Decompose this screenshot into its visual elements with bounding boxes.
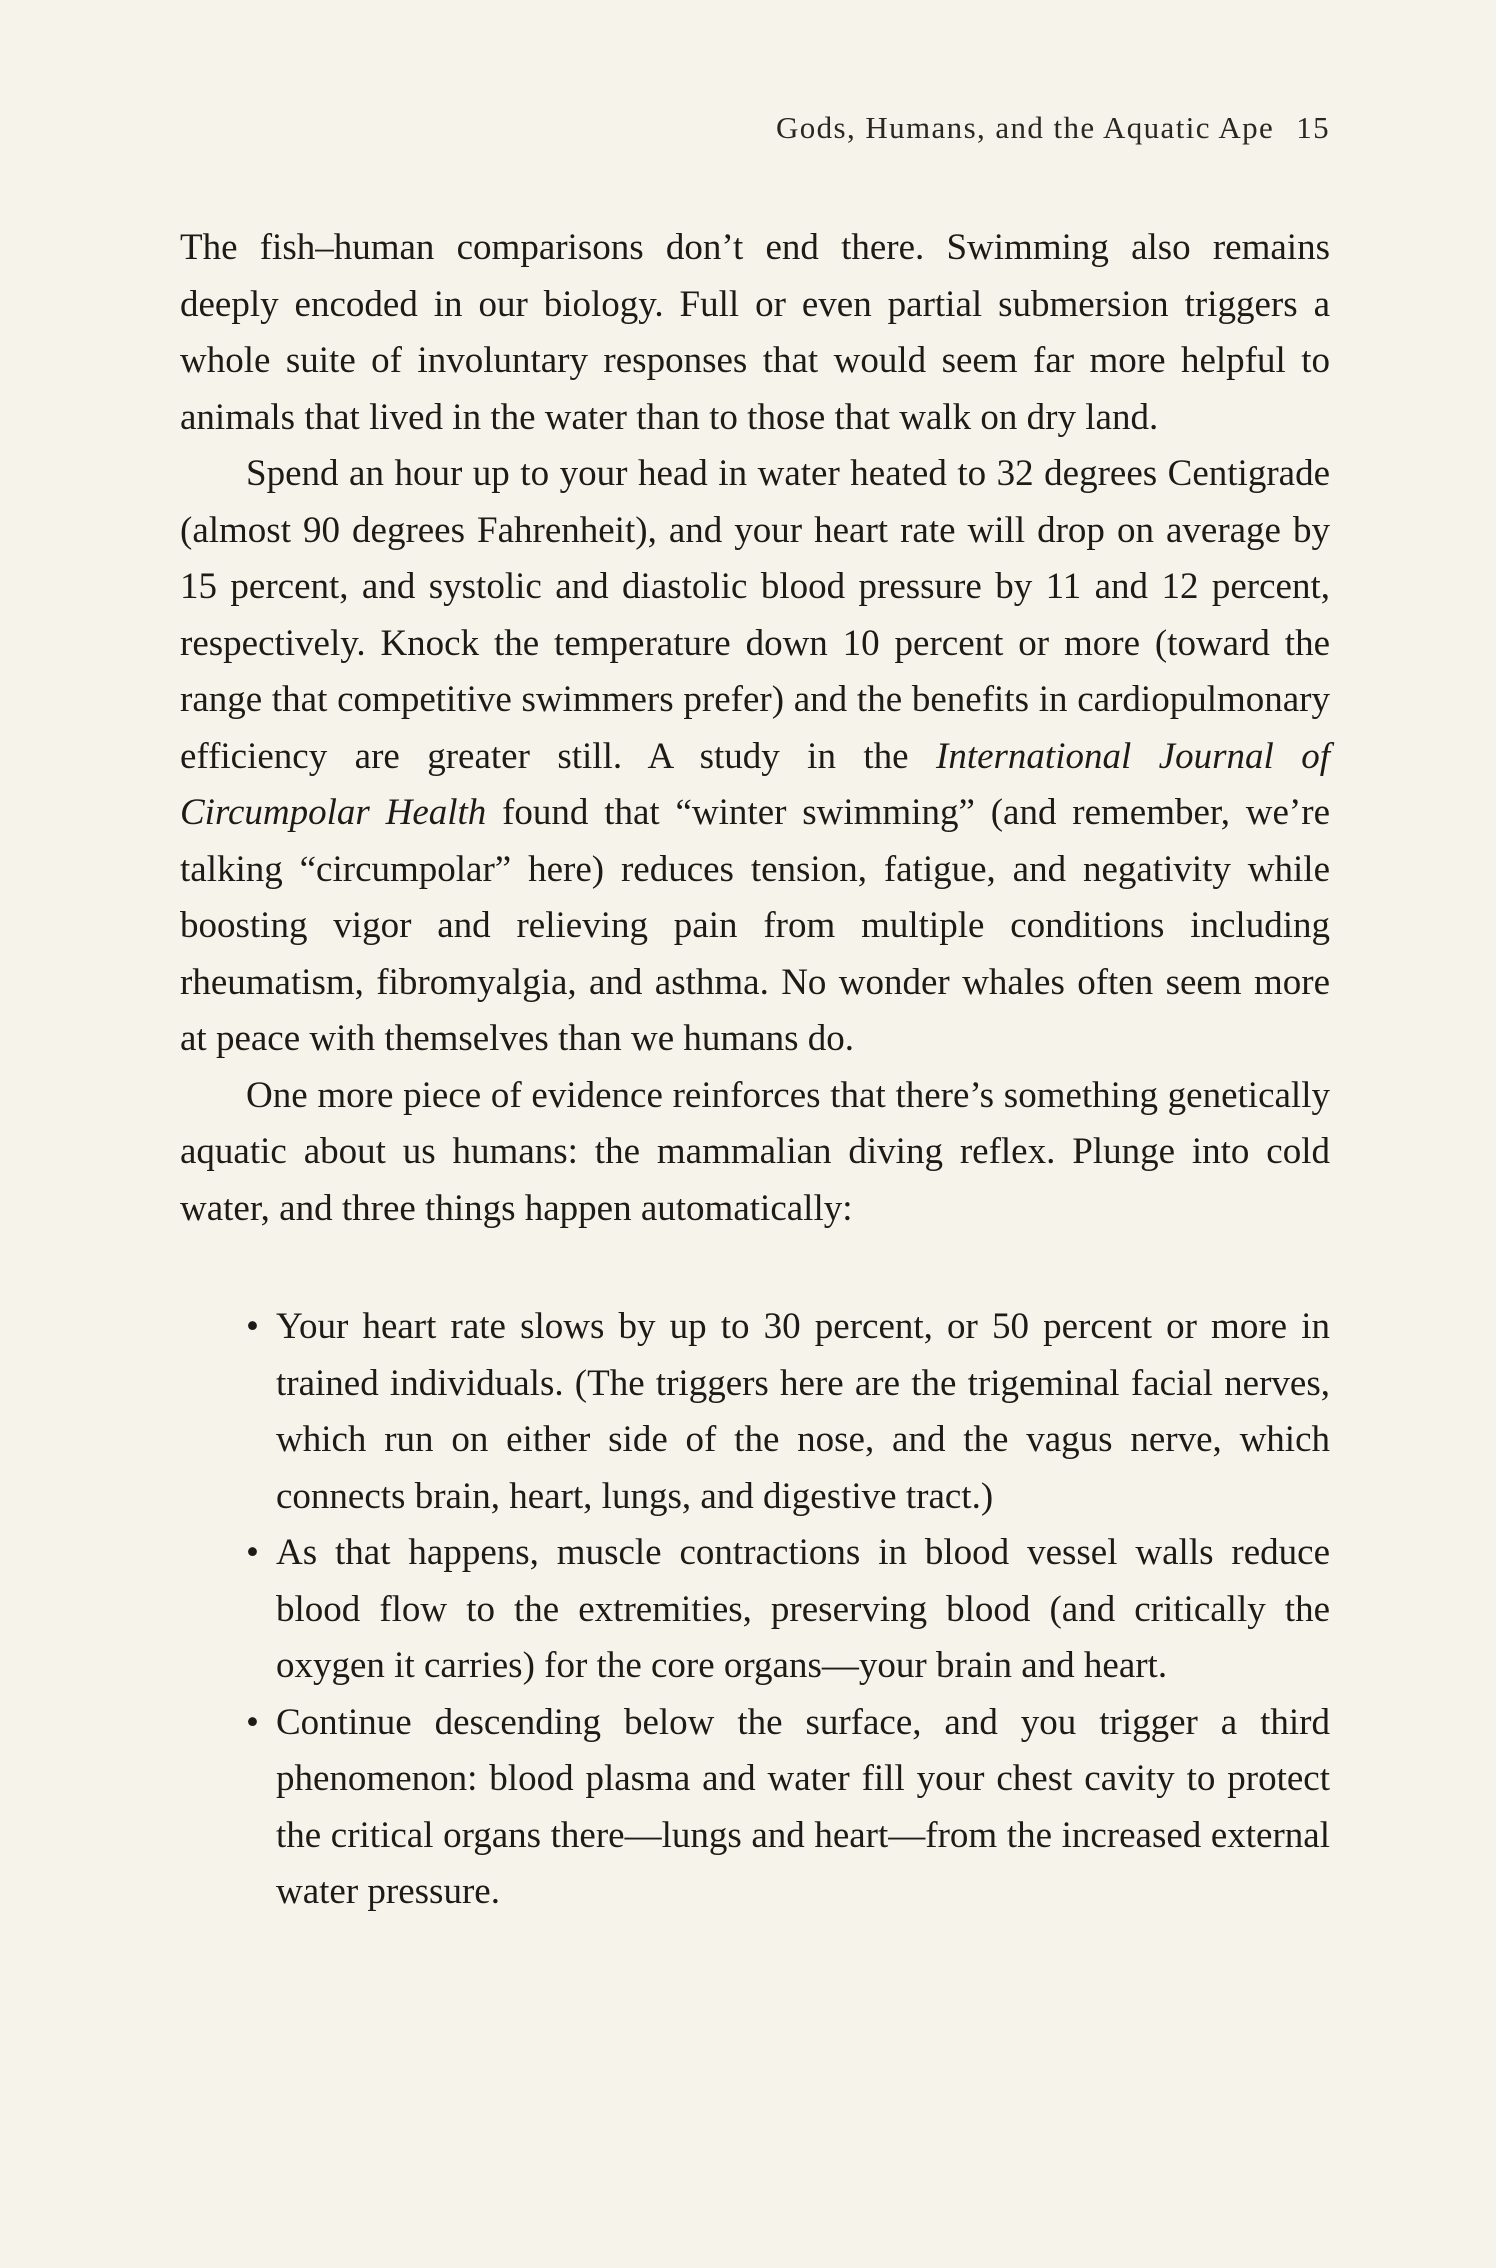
running-head-title: Gods, Humans, and the Aquatic Ape — [775, 110, 1275, 145]
page-number: 15 — [1296, 110, 1330, 145]
paragraph-immersion-study-text-2: found that “winter swimming” (and remember, we’re talking “circumpolar” here) reduces tension, fatigue, and negativity while boosting vigor and relieving pain from multiple conditions including rheumatism, fibromyalgia, and asthma. No wonder whales often seem more at peace with themselves than we humans do. — [180, 792, 1330, 1059]
list-item — [246, 1299, 1330, 1525]
paragraph-diving-reflex: One more piece of evidence reinforces that there’s something genetically aquatic about us humans: the mammalian diving reflex. Plunge into cold water, and three things happen automatically: — [180, 1074, 1330, 1229]
journal-title: International Journal of Circumpolar Health — [180, 735, 1330, 833]
list-item — [246, 1525, 1330, 1695]
list-item-text: As that happens, muscle contractions in blood vessel walls reduce blood flow to the extremities, preserving blood (and critically the oxygen it carries) for the core organs—your brain and heart. — [276, 1532, 1330, 1686]
bullet-icon: • — [246, 1306, 259, 1347]
paragraph-fish-human: The fish–human comparisons don’t end there. Swimming also remains deeply encoded in our biology. Full or even partial submersion triggers a whole suite of involuntary responses that would seem far more helpful to animals that lived in the water than to those that walk on dry land. — [180, 227, 1330, 438]
diving-reflex-list — [180, 1299, 1330, 1921]
list-item — [246, 1695, 1330, 1921]
list-item-text: Your heart rate slows by up to 30 percent, or 50 percent or more in trained individuals. (The triggers here are the trigeminal facial nerves, which run on either side of the nose, and the vagus nerve, which connects brain, heart, lungs, and digestive tract.) — [276, 1306, 1330, 1517]
list-item-text: Continue descending below the surface, and you trigger a third phenomenon: blood plasma and water fill your chest cavity to protect the critical organs there—lungs and heart—from the increased external water pressure. — [276, 1701, 1330, 1912]
bullet-icon: • — [246, 1701, 259, 1743]
running-head — [776, 110, 1330, 146]
bullet-icon: • — [246, 1532, 259, 1573]
paragraph-immersion-study — [180, 446, 1330, 1068]
body-text — [180, 220, 1330, 1921]
paragraph-immersion-study-text-1: Spend an hour up to your head in water heated to 32 degrees Centigrade (almost 90 degrees Fahrenheit), and your heart rate will drop on average by 15 percent, and systolic and diastolic blood pressure by 11 and 12 percent, respectively. Knock the temperature down 10 percent or more (toward the range that competitive swimmers prefer) and the benefits in cardiopulmonary efficiency are greater still. A study in the — [180, 453, 1330, 777]
